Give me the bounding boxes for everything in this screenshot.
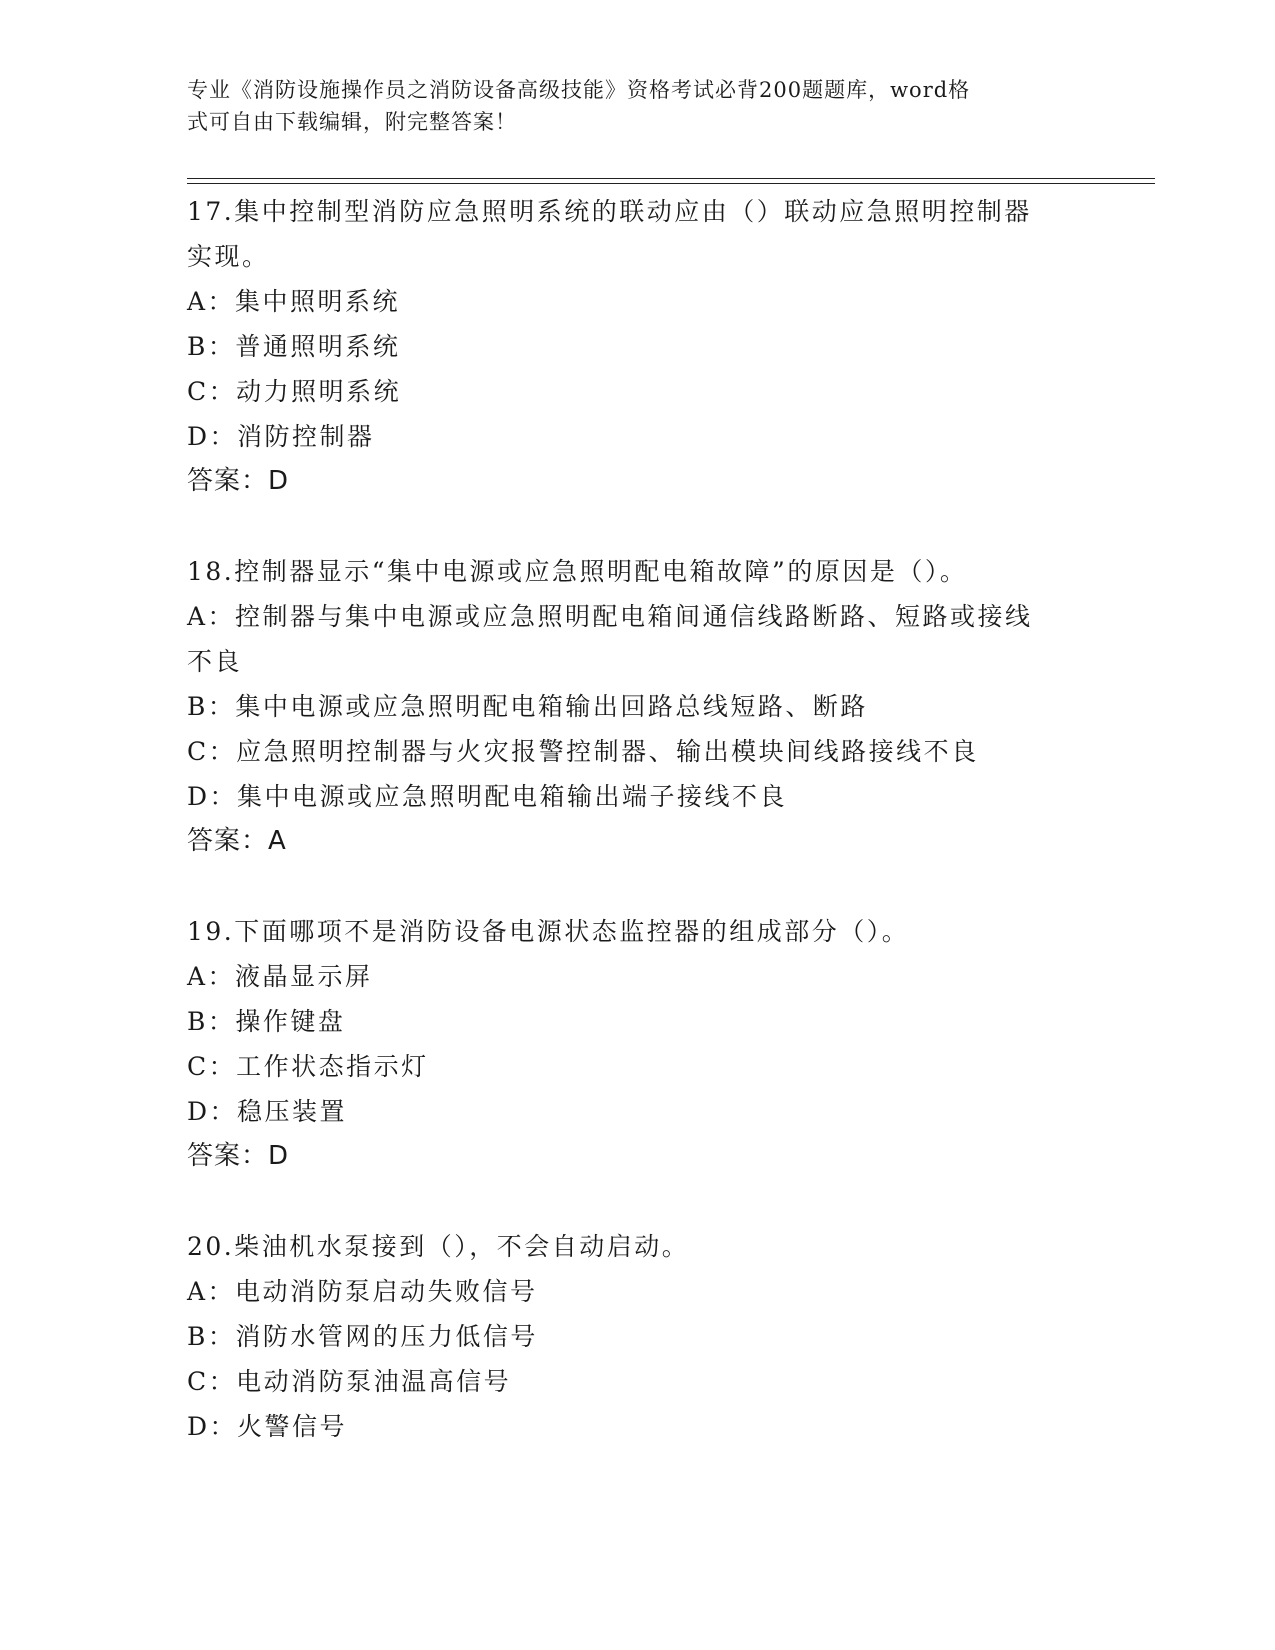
option-b: B：消防水管网的压力低信号 <box>187 1322 538 1351</box>
option-d: D：稳压装置 <box>187 1097 348 1126</box>
header-divider-top <box>187 178 1155 179</box>
option-b: B：普通照明系统 <box>187 332 401 361</box>
option-c: C：工作状态指示灯 <box>187 1052 429 1081</box>
answer: 答案：D <box>187 1141 290 1171</box>
header-line-1: 专业《消防设施操作员之消防设备高级技能》资格考试必背200题题库，word格 <box>187 78 971 102</box>
question-stem-line-1: 17.集中控制型消防应急照明系统的联动应由（）联动应急照明控制器 <box>187 197 1032 226</box>
option-d: D：火警信号 <box>187 1412 348 1441</box>
option-c: C：动力照明系统 <box>187 377 402 406</box>
header-line-2: 式可自由下载编辑，附完整答案！ <box>187 110 517 134</box>
question-19 <box>187 909 1087 1179</box>
question-17 <box>187 189 1087 504</box>
question-stem: 20.柴油机水泵接到（），不会自动启动。 <box>187 1232 690 1261</box>
option-d: D：集中电源或应急照明配电箱输出端子接线不良 <box>187 782 788 811</box>
option-d: D：消防控制器 <box>187 422 375 451</box>
answer: 答案：A <box>187 826 287 856</box>
header-divider-bottom <box>187 183 1155 184</box>
question-18 <box>187 549 1087 864</box>
option-c: C：电动消防泵油温高信号 <box>187 1367 512 1396</box>
option-b: B：操作键盘 <box>187 1007 346 1036</box>
question-list <box>187 189 1087 1449</box>
option-b: B：集中电源或应急照明配电箱输出回路总线短路、断路 <box>187 692 868 721</box>
option-a: A：电动消防泵启动失败信号 <box>187 1277 538 1306</box>
answer: 答案：D <box>187 466 290 496</box>
question-stem-line-2: 实现。 <box>187 242 270 271</box>
option-a: A：集中照明系统 <box>187 287 401 316</box>
option-c: C：应急照明控制器与火灾报警控制器、输出模块间线路接线不良 <box>187 737 979 766</box>
question-20 <box>187 1224 1087 1449</box>
option-a-line-2: 不良 <box>187 647 243 676</box>
question-stem: 19.下面哪项不是消防设备电源状态监控器的组成部分（）。 <box>187 917 910 946</box>
option-a: A：液晶显示屏 <box>187 962 373 991</box>
document-header <box>187 74 1067 138</box>
question-stem: 18.控制器显示“集中电源或应急照明配电箱故障”的原因是（）。 <box>187 557 968 586</box>
option-a-line-1: A：控制器与集中电源或应急照明配电箱间通信线路断路、短路或接线 <box>187 602 1033 631</box>
